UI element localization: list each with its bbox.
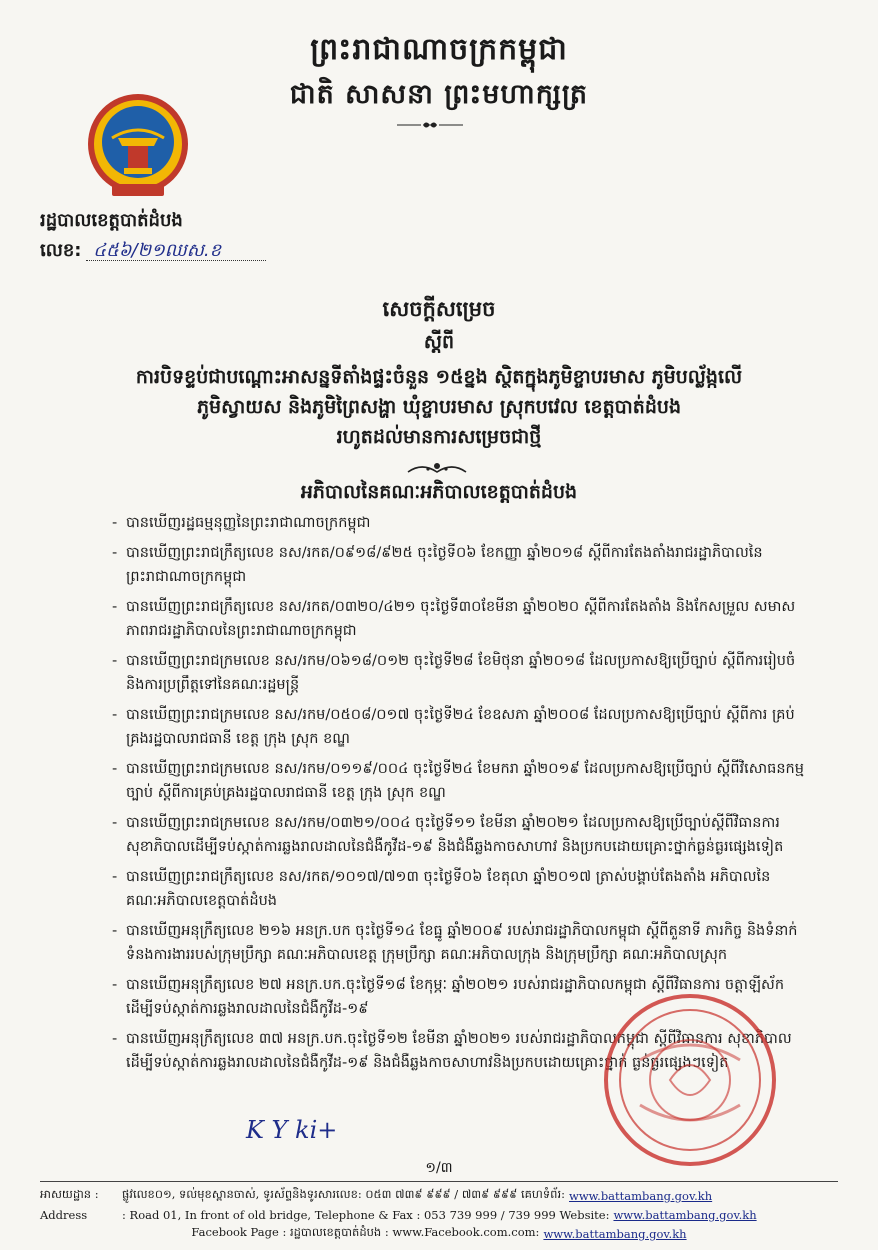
reference-label: លេខ: bbox=[40, 240, 82, 261]
facebook-site-link[interactable]: www.battambang.gov.kh bbox=[543, 1226, 687, 1241]
reference-item: - បានឃើញព្រះរាជក្រឹត្យលេខ នស/រកត/១០១៧/៧១៣ ចុះថ្ងៃទី០៦ ខែតុលា ឆ្នាំ២០១៧ ត្រាស់បង្គាប់តែងតាំង អភិបាលនៃ គណៈអភិបាលខេត្តបាត់ដំបង bbox=[112, 865, 806, 913]
subject-line: ភូមិស្វាយស និងភូមិព្រៃសង្ហា ឃុំខ្ចាបរមាស ស្រុកបវេល ខេត្តបាត់ដំបង bbox=[196, 396, 682, 418]
reference-item: - បានឃើញព្រះរាជក្រមលេខ នស/រកម/០៣២១/០០៤ ចុះថ្ងៃទី១១ ខែមីនា ឆ្នាំ២០២១ ដែលប្រកាសឱ្យប្រើច្បាប់ស្តីពីវិធានការសុខាភិបាលដើម្បីទប់ស្កាត់ការឆ្លងរាលដាលនៃជំងឺកូវីដ-១៩ និងជំងឺឆ្លងកាចសាហាវ និងប្រកបដោយគ្រោះថ្នាក់ធ្ងន់ធ្ងរផ្សេងទៀត bbox=[112, 811, 806, 859]
reference-item: - បានឃើញព្រះរាជក្រឹត្យលេខ នស/រកត/០៣២០/៤២១ ចុះថ្ងៃទី៣០ខែមីនា ឆ្នាំ២០២០ ស្តីពីការតែងតាំង និងកែសម្រួល សមាសភាពរាជរដ្ឋាភិបាលនៃព្រះរាជាណាចក្រកម្ពុជា bbox=[112, 595, 806, 643]
website-link[interactable]: www.battambang.gov.kh bbox=[569, 1188, 713, 1203]
ornament-divider-icon bbox=[402, 458, 472, 480]
document-subject bbox=[60, 362, 818, 452]
footer-address-text: : Road 01, In front of old bridge, Telephone & Fax : 053 739 999 / 739 999 Website: bbox=[122, 1207, 610, 1222]
subject-line: ការបិទខ្ទប់ជាបណ្តោះអាសន្នទីតាំងផ្ទះចំនួន ១៥ខ្នង ស្ថិតក្នុងភូមិខ្ចាបរមាស ភូមិបល្ល័ង្កលើ bbox=[135, 366, 743, 388]
footer-facebook-text: Facebook Page : រដ្ឋបាលខេត្តបាត់ដំបង : www.Facebook.com.com: bbox=[191, 1225, 540, 1239]
footer-km-address bbox=[40, 1186, 838, 1205]
document-title: សេចក្តីសម្រេច bbox=[382, 297, 496, 321]
kingdom-heading: ព្រះរាជាណាចក្រកម្ពុជា bbox=[310, 32, 568, 67]
reference-number: ៤៥៦/២១ឈស.ខ bbox=[93, 240, 222, 261]
footer bbox=[40, 1186, 838, 1243]
footer-en-address bbox=[40, 1205, 838, 1224]
footer-km-address-label: អាសយដ្ឋាន : bbox=[40, 1187, 99, 1201]
reference-item: - បានឃើញអនុក្រឹត្យលេខ ៣៧ អនក្រ.បក.ចុះថ្ងៃទី១២ ខែមីនា ឆ្នាំ២០២១ របស់រាជរដ្ឋាភិបាលកម្ពុជា ស្តីពីវិធានការ សុខាភិបាល ដើម្បីទប់ស្កាត់ការឆ្លងរាលដាលនៃជំងឺកូវីដ-១៩ និងជំងឺឆ្លងកាចសាហាវនិងប្រកបដោយគ្រោះថ្នាក់ ធ្ងន់ធ្ងរផ្សេងៗទៀត bbox=[112, 1027, 806, 1075]
reference-item: - បានឃើញព្រះរាជក្រមលេខ នស/រកម/០១១៩/០០៤ ចុះថ្ងៃទី២៤ ខែមករា ឆ្នាំ២០១៩ ដែលប្រកាសឱ្យប្រើច្បាប់ ស្តីពីវិសោធនកម្មច្បាប់ ស្តីពីការគ្រប់គ្រងរដ្ឋបាលរាជធានី ខេត្ត ក្រុង ស្រុក ខណ្ឌ bbox=[112, 757, 806, 805]
provincial-emblem-icon bbox=[82, 92, 194, 202]
reference-item: - បានឃើញរដ្ឋធម្មនុញ្ញនៃព្រះរាជាណាចក្រកម្ពុជា bbox=[112, 511, 806, 535]
signature-initial: K Y ki+ bbox=[246, 1116, 338, 1144]
website-link[interactable]: www.battambang.gov.kh bbox=[613, 1207, 757, 1222]
reference-underline bbox=[86, 260, 266, 261]
national-motto: ជាតិ សាសនា ព្រះមហាក្សត្រ bbox=[289, 79, 589, 110]
document-about-label: ស្តីពី bbox=[423, 331, 455, 353]
subject-line: រហូតដល់មានការសម្រេចជាថ្មី bbox=[336, 426, 542, 448]
reference-item: - បានឃើញអនុក្រឹត្យលេខ ២១៦ អនក្រ.បក ចុះថ្ងៃទី១៤ ខែធ្នូ ឆ្នាំ២០០៩ របស់រាជរដ្ឋាភិបាលកម្ពុជា ស្តីពីតួនាទី ភារកិច្ច និងទំនាក់ទំនងការងាររបស់ក្រុមប្រឹក្សា គណៈអភិបាលខេត្ត ក្រុមប្រឹក្សា គណៈអភិបាលក្រុង និងក្រុមប្រឹក្សា គណៈអភិបាលស្រុក bbox=[112, 919, 806, 967]
footer-km-address-text: ផ្លូវលេខ០១, ទល់មុខស្ពានចាស់, ទូរស័ព្ទនិងទូរសារលេខ: ០៥៣ ៧៣៩ ៩៩៩ / ៧៣៩ ៩៩៩ គេហទំព័រ: bbox=[122, 1187, 565, 1201]
footer-divider bbox=[40, 1181, 838, 1182]
footer-address-label: Address bbox=[40, 1207, 88, 1222]
official-seal-stamp bbox=[600, 990, 780, 1170]
issuing-authority: អភិបាលនៃគណៈអភិបាលខេត្តបាត់ដំបង bbox=[300, 481, 578, 503]
reference-item: - បានឃើញព្រះរាជក្រមលេខ នស/រកម/០៥០៨/០១៧ ចុះថ្ងៃទី២៤ ខែឧសភា ឆ្នាំ២០០៨ ដែលប្រកាសឱ្យប្រើច្បាប់ ស្តីពីការ គ្រប់គ្រងរដ្ឋបាលរាជធានី ខេត្ត ក្រុង ស្រុក ខណ្ឌ bbox=[112, 703, 806, 751]
reference-item: - បានឃើញអនុក្រឹត្យលេខ ២៧ អនក្រ.បក.ចុះថ្ងៃទី១៨ ខែកុម្ភៈ ឆ្នាំ២០២១ របស់រាជរដ្ឋាភិបាលកម្ពុជា ស្តីពីវិធានការ ចត្តាឡីស័ក ដើម្បីទប់ស្កាត់ការឆ្លងរាលដាលនៃជំងឺកូវីដ-១៩ bbox=[112, 973, 806, 1021]
footer-facebook bbox=[40, 1224, 838, 1243]
issuing-office: រដ្ឋបាលខេត្តបាត់ដំបង bbox=[40, 210, 183, 231]
reference-item: - បានឃើញព្រះរាជក្រឹត្យលេខ នស/រកត/០៩១៨/៩២៥ ចុះថ្ងៃទី០៦ ខែកញ្ញា ឆ្នាំ២០១៨ ស្តីពីការតែងតាំងរាជរដ្ឋាភិបាលនៃព្រះរាជាណាចក្រកម្ពុជា bbox=[112, 541, 806, 589]
ornament-divider-icon bbox=[395, 118, 465, 132]
reference-item: - បានឃើញព្រះរាជក្រមលេខ នស/រកម/០៦១៨/០១២ ចុះថ្ងៃទី២៨ ខែមិថុនា ឆ្នាំ២០១៨ ដែលប្រកាសឱ្យប្រើច្បាប់ ស្តីពីការរៀបចំ និងការប្រព្រឹត្តទៅនៃគណៈរដ្ឋមន្ត្រី bbox=[112, 649, 806, 697]
page-number: ១/៣ bbox=[425, 1160, 453, 1176]
